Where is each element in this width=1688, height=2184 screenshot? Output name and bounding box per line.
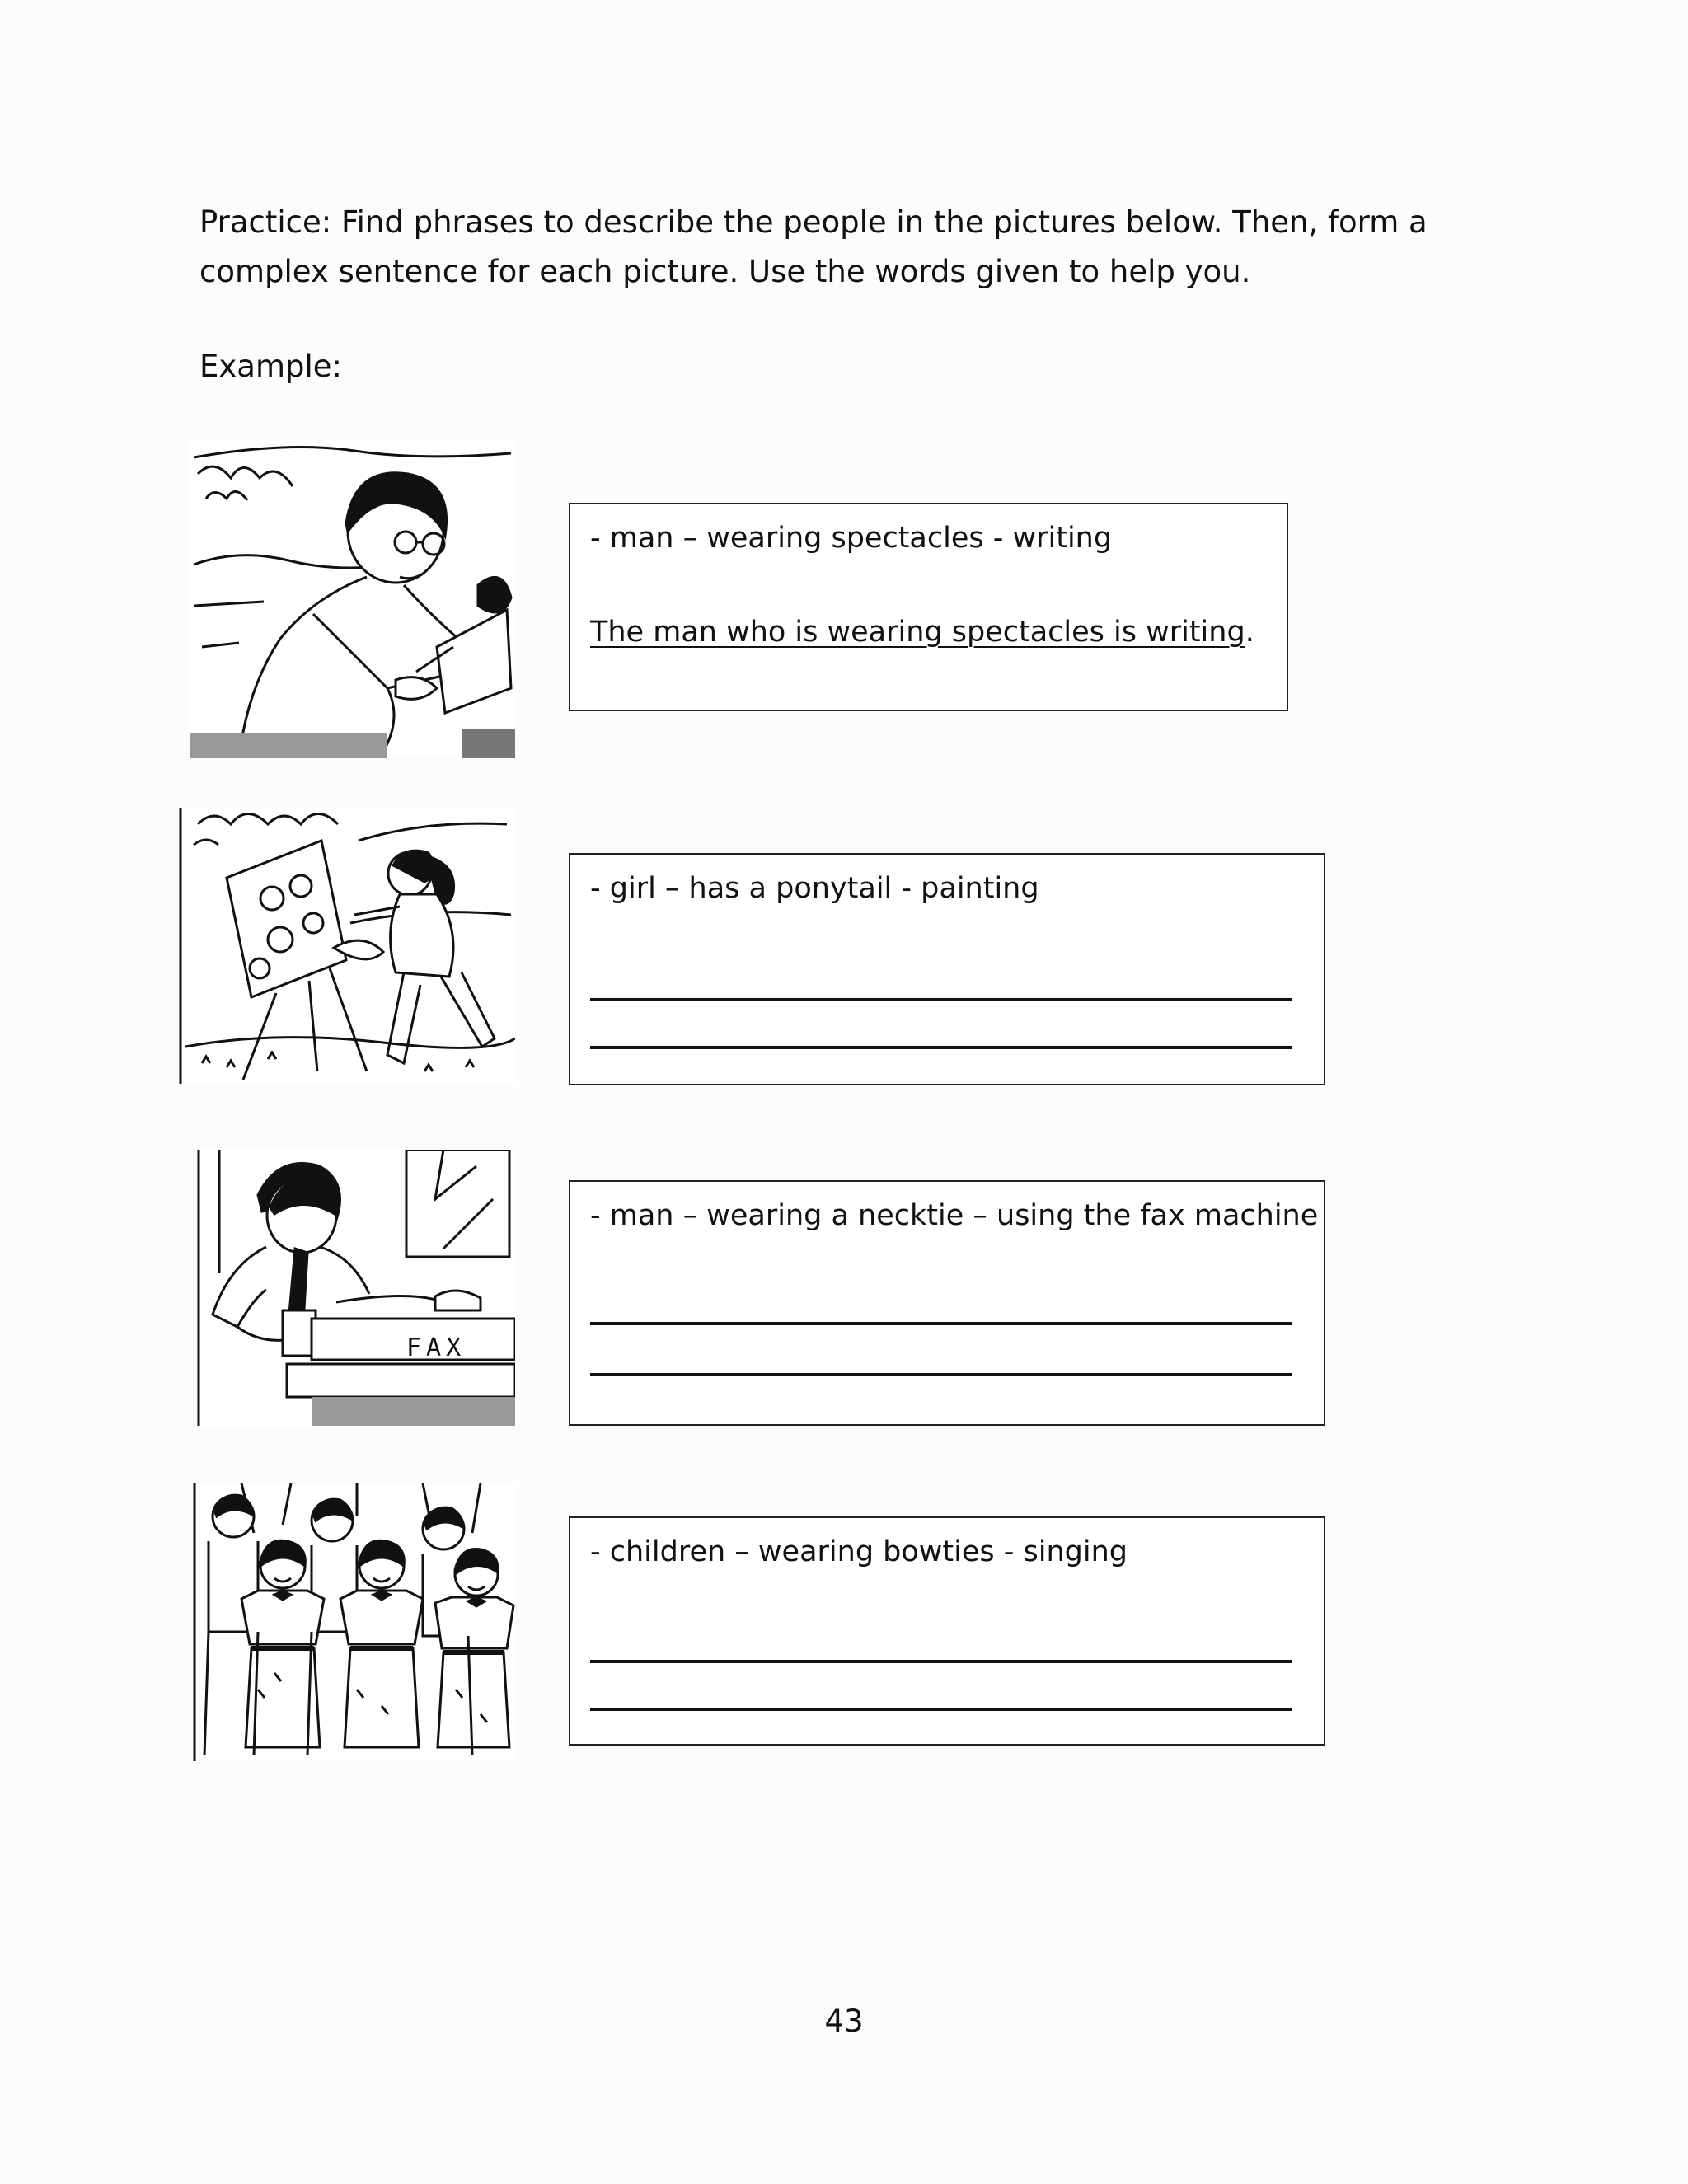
instructions: Practice: Find phrases to describe the people in the pictures below. Then, form a complex sentence for each picture. Use the words given to help you.	[199, 204, 1428, 289]
answer-line-1	[590, 998, 1292, 1001]
exercise-box-2	[569, 853, 1325, 1085]
man-fax-illustration	[196, 1150, 515, 1426]
page-number: 43	[824, 2004, 864, 2039]
answer-line-2	[590, 1708, 1292, 1711]
example-answer	[590, 612, 1254, 653]
answer-line-1	[590, 1660, 1292, 1663]
cue-text: - man – wearing a necktie – using the fax machine	[590, 1199, 1319, 1232]
fax-label: FAX	[406, 1333, 467, 1362]
exercise-box-4	[569, 1516, 1325, 1746]
answer-line-2	[590, 1046, 1292, 1049]
man-writing-illustration	[190, 441, 515, 758]
answer-period: .	[1245, 616, 1254, 649]
answer-line-1	[590, 1322, 1292, 1325]
cue-text: - girl – has a ponytail - painting	[590, 872, 1039, 905]
children-singing-illustration	[192, 1483, 515, 1761]
exercise-box-1	[569, 503, 1288, 711]
answer-line-2	[590, 1373, 1292, 1376]
cue-text: - children – wearing bowties - singing	[590, 1535, 1128, 1568]
girl-painting-illustration	[177, 808, 515, 1084]
answer-underlined-text: The man who is wearing spectacles is writing	[590, 616, 1245, 649]
example-label: Example:	[199, 349, 342, 384]
exercise-box-3	[569, 1180, 1325, 1426]
cue-text: - man – wearing spectacles - writing	[590, 522, 1113, 555]
